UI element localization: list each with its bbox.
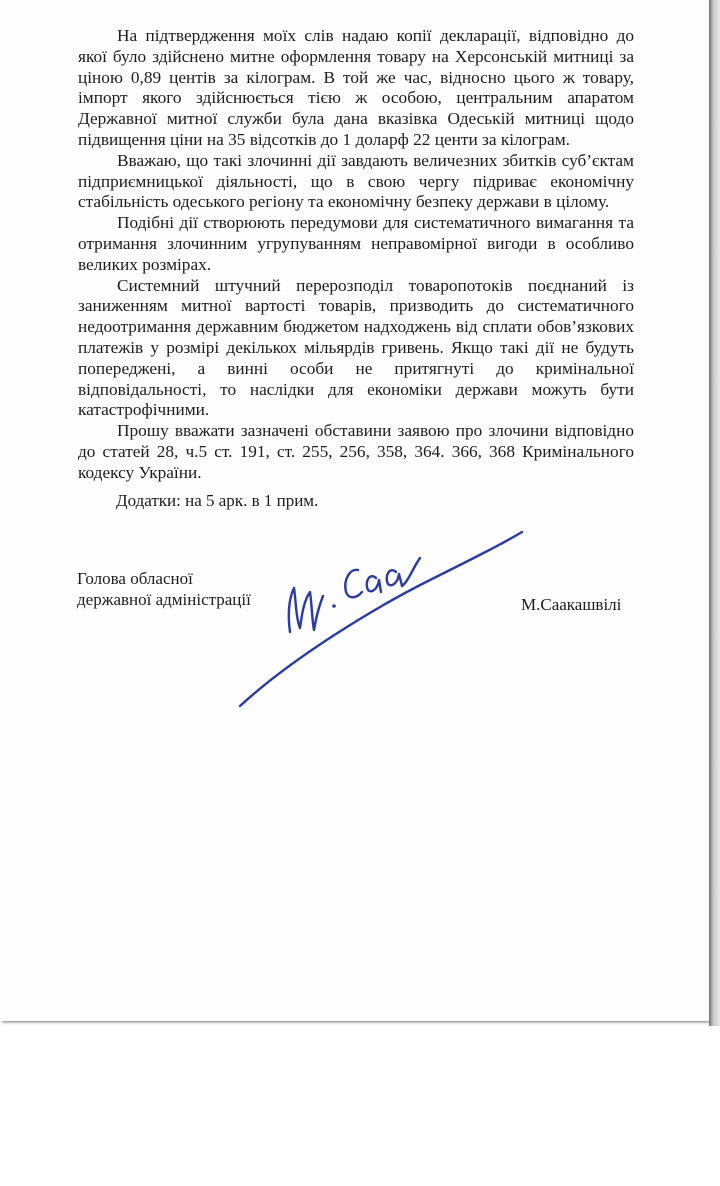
- signer-title-line-1: Голова обласної: [77, 569, 193, 588]
- scan-edge-shadow: [709, 0, 720, 1026]
- signer-title: [77, 568, 251, 610]
- paragraph-budget-losses: Системний штучний перерозподіл товаропотоків поєднаний із заниженням митної вартості товарів, призводить до систематичного недоотримання державним бюджетом надходжень від сплати обов’язкових платежів у розмірі декількох мільярдів гривень. Якщо такі дії не будуть попереджені, а винні особи не притягнуті до кримінальної відповідальності, то наслідки для економіки держави можуть бути катастрофічними.: [78, 275, 634, 420]
- signer-name: М.Саакашвілі: [521, 595, 622, 614]
- handwritten-signature: [230, 510, 530, 720]
- document-body: [78, 26, 634, 484]
- paragraph-damages: Вважаю, що такі злочинні дії завдають величезних збитків суб’єктам підприємницької діяльності, що в свою чергу підриває економічну стабільність одеського регіону та економічну безпеку держави в цілому.: [78, 150, 634, 212]
- paragraph-extortion: Подібні дії створюють передумови для систематичного вимагання та отримання злочинним угрупуванням неправомірної вигоди в особливо великих розмірах.: [78, 213, 634, 274]
- attachments-line: Додатки: на 5 арк. в 1 прим.: [116, 491, 319, 510]
- paragraph-request: Прошу вважати зазначені обставини заявою про злочини відповідно до статей 28, ч.5 ст. 191, ст. 255, 256, 358, 364. 366, 368 Кримінального кодексу України.: [78, 421, 634, 482]
- paragraph-declaration: На підтвердження моїх слів надаю копії декларації, відповідно до якої було здійснено митне оформлення товару на Херсонській митниці за ціною 0,89 центів за кілограм. В той же час, відносно цього ж товару, імпорт якого здійснюється тією ж особою, центральним апаратом Державної митної служби була дана вказівка Одеській митниці щодо підвищення ціни на 35 відсотків до 1 доларф 22 центи за кілограм.: [78, 26, 634, 149]
- signer-title-line-2: державної адміністрації: [77, 590, 251, 609]
